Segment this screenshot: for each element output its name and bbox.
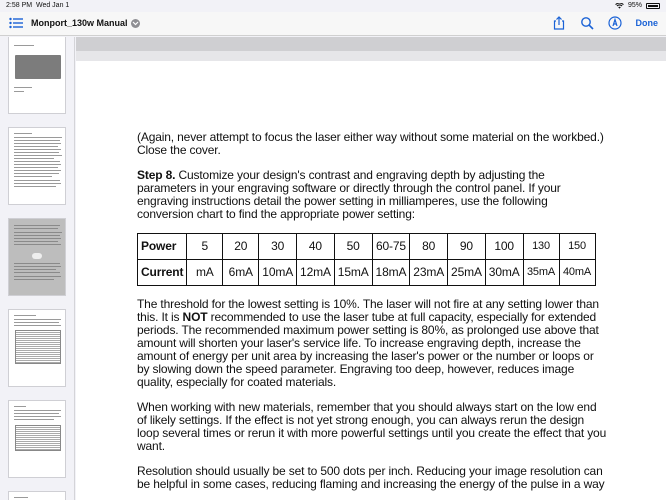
status-right — [615, 2, 660, 9]
done-button[interactable]: Done — [635, 18, 658, 28]
page-thumbnail[interactable] — [8, 127, 66, 205]
table-cell: 12mA — [297, 260, 335, 286]
document-viewer[interactable] — [76, 37, 666, 500]
nav-bar — [0, 12, 666, 36]
step-label: Step 8. — [137, 168, 176, 182]
battery-icon — [646, 3, 660, 9]
battery-percent: 95% — [627, 2, 642, 9]
search-icon[interactable] — [580, 16, 594, 30]
page-thumbnail[interactable] — [8, 491, 66, 500]
document-title: Monport_130w Manual — [31, 18, 128, 28]
table-cell: 15mA — [334, 260, 372, 286]
table-cell: 80 — [410, 234, 448, 260]
page-content — [137, 131, 607, 500]
document-title-menu[interactable] — [31, 18, 140, 28]
table-cell: 150 — [559, 234, 595, 260]
wifi-icon — [615, 3, 624, 9]
previous-page-edge — [76, 37, 666, 51]
status-time: 2:58 PM Wed Jan 1 — [6, 2, 70, 9]
table-cell: 130 — [523, 234, 559, 260]
step-8-paragraph: Step 8. Customize your design's contrast and engraving depth by adjusting the parameters in your engraving software or directly through the control panel. If your engraving instructions detail the power setting in milliamperes, use the following conversion chart to find the appropriate power setting: — [137, 168, 561, 221]
resolution-paragraph: Resolution should usually be set to 500 dots per inch. Reducing your image resolution can be helpful in some cases, reducing flaming and increasing the energy of the pulse in a way — [137, 464, 605, 491]
table-cell: 40mA — [559, 260, 595, 286]
chevron-down-icon — [131, 19, 140, 28]
table-cell: 10mA — [259, 260, 297, 286]
table-cell: 20 — [223, 234, 259, 260]
page-thumbnail[interactable] — [8, 400, 66, 478]
list-icon[interactable] — [9, 17, 23, 29]
table-cell: 30 — [259, 234, 297, 260]
intro-paragraph: (Again, never attempt to focus the laser either way without some material on the workbed.) Close the cover. — [137, 130, 604, 157]
table-cell: 50 — [334, 234, 372, 260]
table-cell: 5 — [187, 234, 223, 260]
table-row-power — [138, 234, 596, 260]
table-cell: mA — [187, 260, 223, 286]
threshold-paragraph: The threshold for the lowest setting is 10%. The laser will not fire at any setting lower than this. It is NOT recommended to use the laser tube at full capacity, especially for extended periods. The recommended maximum power setting is 80%, as prolonged use above that amount will shorten your laser's service life. To increase engraving depth, increase the amount of energy per unit area by increasing the laser's power or the number or loops or by slowing down the speed parameter. Engraving too deep, however, reduces image quality, especially for coated materials. — [137, 297, 599, 389]
page-thumbnail[interactable] — [8, 37, 66, 114]
table-header-power: Power — [138, 234, 187, 260]
document-page — [76, 61, 666, 500]
page-thumbnail[interactable] — [8, 309, 66, 387]
table-cell: 18mA — [372, 260, 410, 286]
markup-icon[interactable] — [608, 16, 622, 30]
table-cell: 60-75 — [372, 234, 410, 260]
page-thumbnail-selected[interactable] — [8, 218, 66, 296]
table-header-current: Current — [138, 260, 187, 286]
table-cell: 100 — [485, 234, 523, 260]
new-materials-paragraph: When working with new materials, remember that you should always start on the low end of likely settings. If the effect is not yet strong enough, you can always rerun the design loop several times or rerun it with more powerful settings until you create the effect that you want. — [137, 400, 607, 453]
table-cell: 30mA — [485, 260, 523, 286]
table-cell: 25mA — [448, 260, 486, 286]
table-cell: 6mA — [223, 260, 259, 286]
power-conversion-table — [137, 233, 596, 286]
table-cell: 40 — [297, 234, 335, 260]
table-row-current — [138, 260, 596, 286]
table-cell: 35mA — [523, 260, 559, 286]
page-thumbnail-sidebar[interactable] — [0, 37, 75, 500]
table-cell: 23mA — [410, 260, 448, 286]
share-icon[interactable] — [552, 16, 566, 30]
status-bar — [0, 0, 666, 12]
table-cell: 90 — [448, 234, 486, 260]
